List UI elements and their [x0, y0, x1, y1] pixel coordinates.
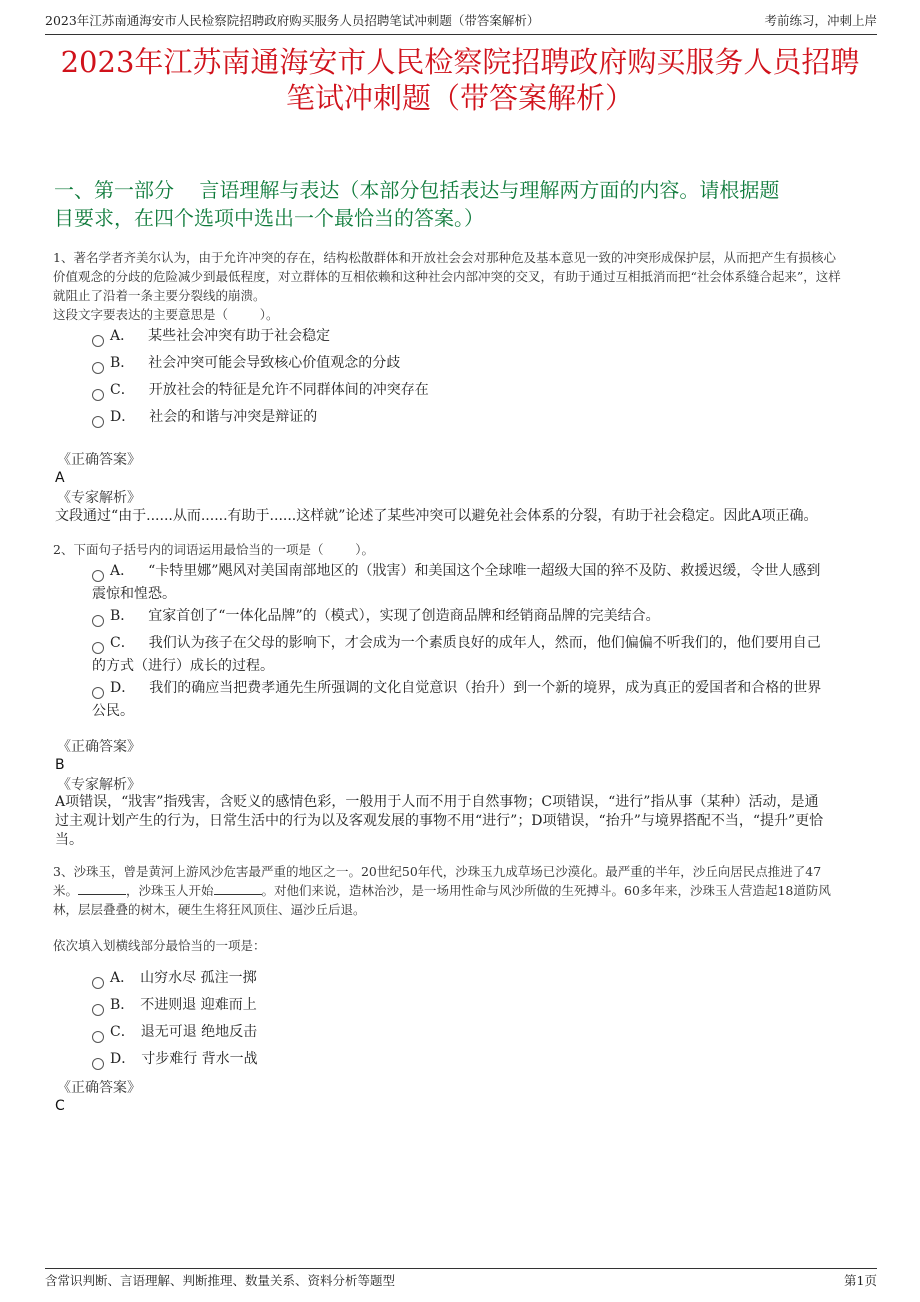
stem-fragment: 。对他们来说，造林治沙，是一场用性命与风沙所做的生死搏斗。60多年来，沙珠玉人营造起18道防风 — [261, 883, 831, 898]
option-text: 社会冲突可能会导致核心价值观念的分歧 — [148, 355, 401, 371]
option-letter: D． — [110, 409, 136, 425]
stem-fragment: 米。 — [53, 883, 79, 898]
question-3-answer: C — [55, 1098, 65, 1114]
question-2-stem — [53, 540, 873, 559]
section-heading-line-1: 一、第一部分 言语理解与表达（本部分包括表达与理解两方面的内容。请根据题 — [54, 178, 780, 202]
question-2-analysis — [55, 793, 855, 850]
section-heading — [54, 176, 874, 232]
page-header — [45, 10, 877, 35]
option-letter: D． — [110, 680, 136, 696]
option-text-continued: 公民。 — [92, 703, 134, 719]
option-text-continued: 的方式（进行）成长的过程。 — [92, 658, 274, 674]
option-text: 我们认为孩子在父母的影响下，才会成为一个素质良好的成年人，然而，他们偏偏不听我们的，他们要用自己 — [148, 635, 821, 651]
question-2-analysis-line: A项错误，“戕害”指残害，含贬义的感情色彩，一般用于人而不用于自然事物；C项错误，“进行”指从事（某种）活动，是通 — [55, 794, 819, 810]
question-1-answer-label: 《正确答案》 — [57, 452, 141, 468]
option-text: 某些社会冲突有助于社会稳定 — [148, 328, 331, 344]
header-doc-title: 2023年江苏南通海安市人民检察院招聘政府购买服务人员招聘笔试冲刺题（带答案解析） — [45, 13, 540, 28]
option-text: 不进则退 迎难而上 — [140, 997, 257, 1013]
question-3-option-a[interactable] — [92, 967, 862, 990]
radio-icon[interactable] — [92, 362, 104, 374]
question-1-option-c[interactable] — [92, 379, 862, 402]
question-3-option-d[interactable] — [92, 1048, 862, 1071]
header-slogan: 考前练习，冲刺上岸 — [764, 13, 877, 28]
question-2-answer-label: 《正确答案》 — [57, 739, 141, 755]
option-text: 宜家首创了“一体化品牌”的（模式），实现了创造商品牌和经销商品牌的完美结合。 — [148, 608, 660, 624]
question-2-option-d[interactable] — [92, 677, 862, 723]
option-text: 社会的和谐与冲突是辩证的 — [149, 409, 318, 425]
question-1-analysis: 文段通过“由于......从而......有助于......这样就”论述了某些冲突可以避免社会体系的分裂，有助于社会稳定。因此A项正确。 — [55, 508, 818, 524]
radio-icon[interactable] — [92, 642, 104, 654]
question-1-analysis-label: 《专家解析》 — [57, 490, 141, 506]
option-letter: B． — [110, 997, 135, 1013]
option-text: 我们的确应当把费孝通先生所强调的文化自觉意识（抬升）到一个新的境界，成为真正的爱国者和合格的世界 — [149, 680, 822, 696]
option-text-continued: 震惊和惶恐。 — [92, 586, 176, 602]
document-title-line-1: 2023年江苏南通海安市人民检察院招聘政府购买服务人员招聘 — [60, 45, 860, 79]
question-1-answer: A — [55, 470, 65, 486]
option-text: “卡特里娜”飓风对美国南部地区的（戕害）和美国这个全球唯一超级大国的猝不及防、救援迟缓，令世人感到 — [148, 563, 821, 579]
radio-icon[interactable] — [92, 389, 104, 401]
footer-topics: 含常识判断、言语理解、判断推理、数量关系、资料分析等题型 — [45, 1273, 396, 1288]
option-letter: D． — [110, 1051, 136, 1067]
question-3-prompt: 依次填入划横线部分最恰当的一项是： — [53, 938, 266, 953]
radio-icon[interactable] — [92, 687, 104, 699]
question-3-option-b[interactable] — [92, 994, 862, 1017]
option-text: 开放社会的特征是允许不同群体间的冲突存在 — [148, 382, 429, 398]
question-3-stem-line: 林，层层叠叠的树木，硬生生将狂风顶住、逼沙丘后退。 — [53, 902, 366, 917]
question-2-option-a[interactable] — [92, 560, 862, 606]
option-text: 退无可退 绝地反击 — [140, 1024, 258, 1040]
option-letter: C． — [110, 382, 135, 398]
question-3-option-c[interactable] — [92, 1021, 862, 1044]
question-3-stem — [53, 862, 873, 919]
radio-icon[interactable] — [92, 1058, 104, 1070]
document-title — [40, 44, 880, 116]
question-1-option-d[interactable] — [92, 406, 862, 429]
question-1-stem-line: 这段文字要表达的主要意思是（ ）。 — [53, 307, 279, 322]
question-1-stem-line: 1、著名学者齐美尔认为，由于允许冲突的存在，结构松散群体和开放社会会对那种危及基本意见一致的冲突形成保护层，从而把产生有损核心 — [53, 250, 836, 265]
question-2-answer: B — [55, 757, 65, 773]
question-1-option-a[interactable] — [92, 325, 862, 348]
option-letter: B． — [110, 608, 135, 624]
option-letter: C． — [110, 635, 135, 651]
question-2-option-b[interactable] — [92, 605, 862, 628]
page-number: 第1页 — [844, 1273, 877, 1288]
question-2-analysis-line: 当。 — [55, 832, 83, 848]
question-1-stem — [53, 248, 873, 324]
radio-icon[interactable] — [92, 1004, 104, 1016]
stem-fragment: ，沙珠玉人开始 — [126, 883, 214, 898]
radio-icon[interactable] — [92, 977, 104, 989]
radio-icon[interactable] — [92, 1031, 104, 1043]
question-3-answer-label: 《正确答案》 — [57, 1080, 141, 1096]
document-title-line-2: 笔试冲刺题（带答案解析） — [285, 81, 634, 115]
question-2-option-c[interactable] — [92, 632, 862, 678]
option-text: 山穷水尽 孤注一掷 — [140, 970, 257, 986]
question-3-stem-line — [53, 881, 873, 900]
option-letter: A． — [110, 970, 135, 986]
question-1-option-b[interactable] — [92, 352, 862, 375]
radio-icon[interactable] — [92, 416, 104, 428]
option-letter: C． — [110, 1024, 135, 1040]
question-1-stem-line: 价值观念的分歧的危险减少到最低程度，对立群体的互相依赖和这种社会内部冲突的交叉，有助于通过互相抵消而把“社会体系缝合起来”，这样 — [53, 269, 841, 284]
section-heading-line-2: 目要求，在四个选项中选出一个最恰当的答案。） — [54, 206, 484, 230]
option-letter: B． — [110, 355, 135, 371]
question-2-analysis-line: 过主观计划产生的行为，日常生活中的行为以及客观发展的事物不用“进行”；D项错误，“抬升”与境界搭配不当，“提升”更恰 — [55, 813, 824, 829]
fill-blank-2 — [214, 882, 262, 895]
radio-icon[interactable] — [92, 570, 104, 582]
option-letter: A． — [110, 328, 135, 344]
radio-icon[interactable] — [92, 335, 104, 347]
option-letter: A． — [110, 563, 135, 579]
question-1-stem-line: 就阻止了沿着一条主要分裂线的崩溃。 — [53, 288, 266, 303]
question-2-analysis-label: 《专家解析》 — [57, 777, 141, 793]
question-3-stem-line: 3、沙珠玉，曾是黄河上游风沙危害最严重的地区之一。20世纪50年代，沙珠玉九成草场已沙漠化。最严重的半年，沙丘向居民点推进了47 — [53, 864, 822, 879]
radio-icon[interactable] — [92, 615, 104, 627]
question-2-stem-line: 2、下面句子括号内的词语运用最恰当的一项是（ ）。 — [53, 542, 374, 557]
option-text: 寸步难行 背水一战 — [141, 1051, 258, 1067]
page-footer — [45, 1268, 877, 1288]
fill-blank-1 — [78, 882, 126, 895]
